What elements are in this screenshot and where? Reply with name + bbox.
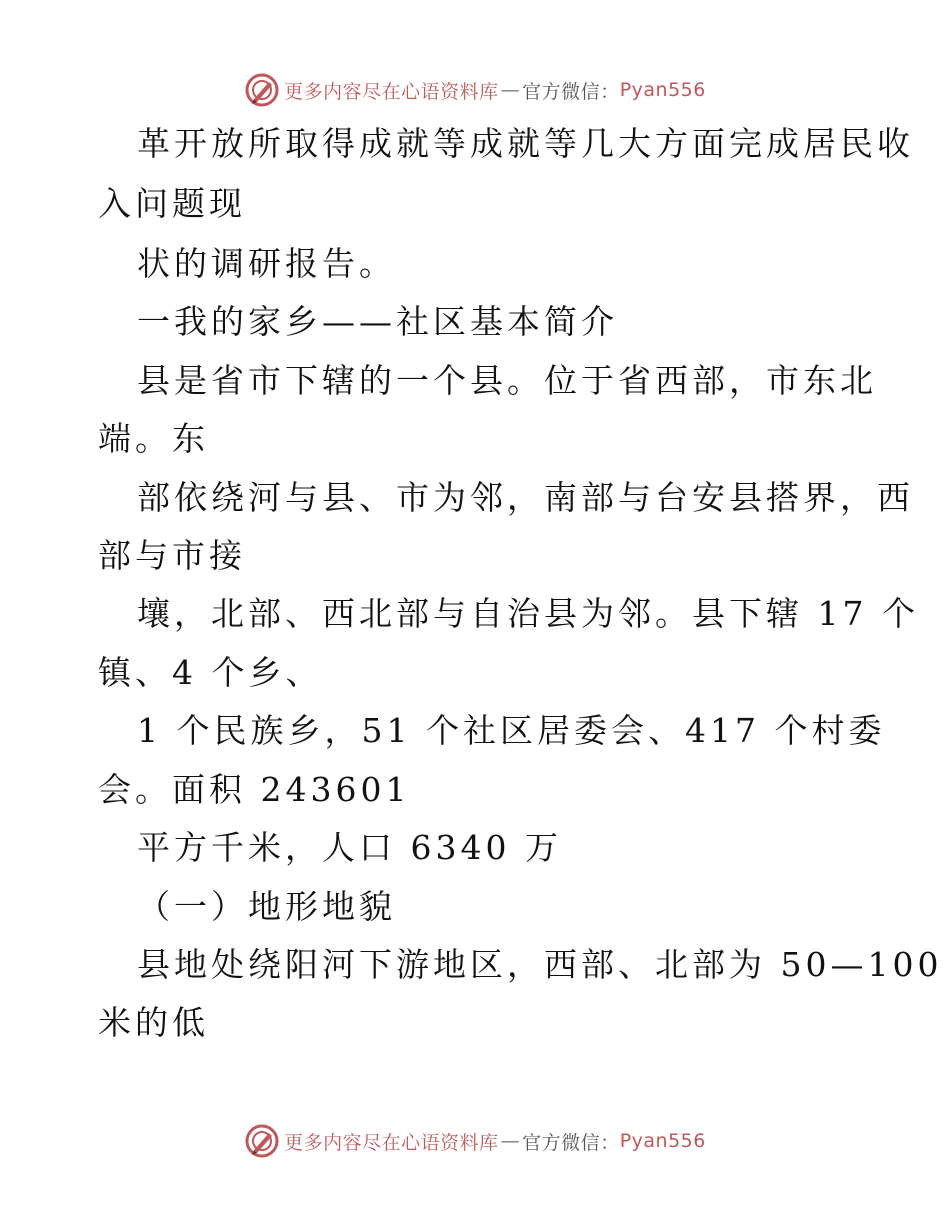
text-line: 入问题现 (98, 184, 246, 223)
text-line: 部依绕河与县、市为邻，南部与台安县搭界，西 (137, 478, 914, 517)
text-line: 1 个民族乡，51 个社区居委会、417 个村委 (137, 711, 886, 750)
text-line: 壤，北部、西北部与自治县为邻。县下辖 17 个 (137, 594, 919, 633)
watermark-wechat-id: Pyan556 (619, 1130, 706, 1152)
watermark-separator: — (500, 79, 521, 101)
section-heading: （一）地形地貌 (137, 887, 396, 926)
text-line: 平方千米，人口 6340 万 (137, 828, 562, 867)
watermark-text: 更多内容尽在心语资料库 (284, 1131, 499, 1154)
text-line: 米的低 (98, 1003, 209, 1042)
text-line: 一我的家乡——社区基本简介 (137, 302, 618, 341)
text-line: 县地处绕阳河下游地区，西部、北部为 50—100 (137, 945, 943, 984)
text-line: 会。面积 243601 (98, 770, 411, 809)
text-line: 状的调研报告。 (137, 244, 396, 283)
text-line: 部与市接 (98, 536, 246, 575)
text-line: 端。东 (98, 419, 209, 458)
watermark-text: 更多内容尽在心语资料库 (284, 80, 499, 103)
watermark-footer (0, 1121, 950, 1161)
text-line: 镇、4 个乡、 (98, 653, 323, 692)
watermark-label: 官方微信： (522, 80, 620, 103)
watermark-separator: — (500, 1130, 521, 1152)
watermark-wechat-id: Pyan556 (619, 79, 706, 101)
text-line: 革开放所取得成就等成就等几大方面完成居民收 (137, 124, 914, 163)
pen-logo-icon (244, 1123, 280, 1159)
text-line: 县是省市下辖的一个县。位于省西部，市东北 (137, 361, 877, 400)
watermark-label: 官方微信： (522, 1131, 620, 1154)
